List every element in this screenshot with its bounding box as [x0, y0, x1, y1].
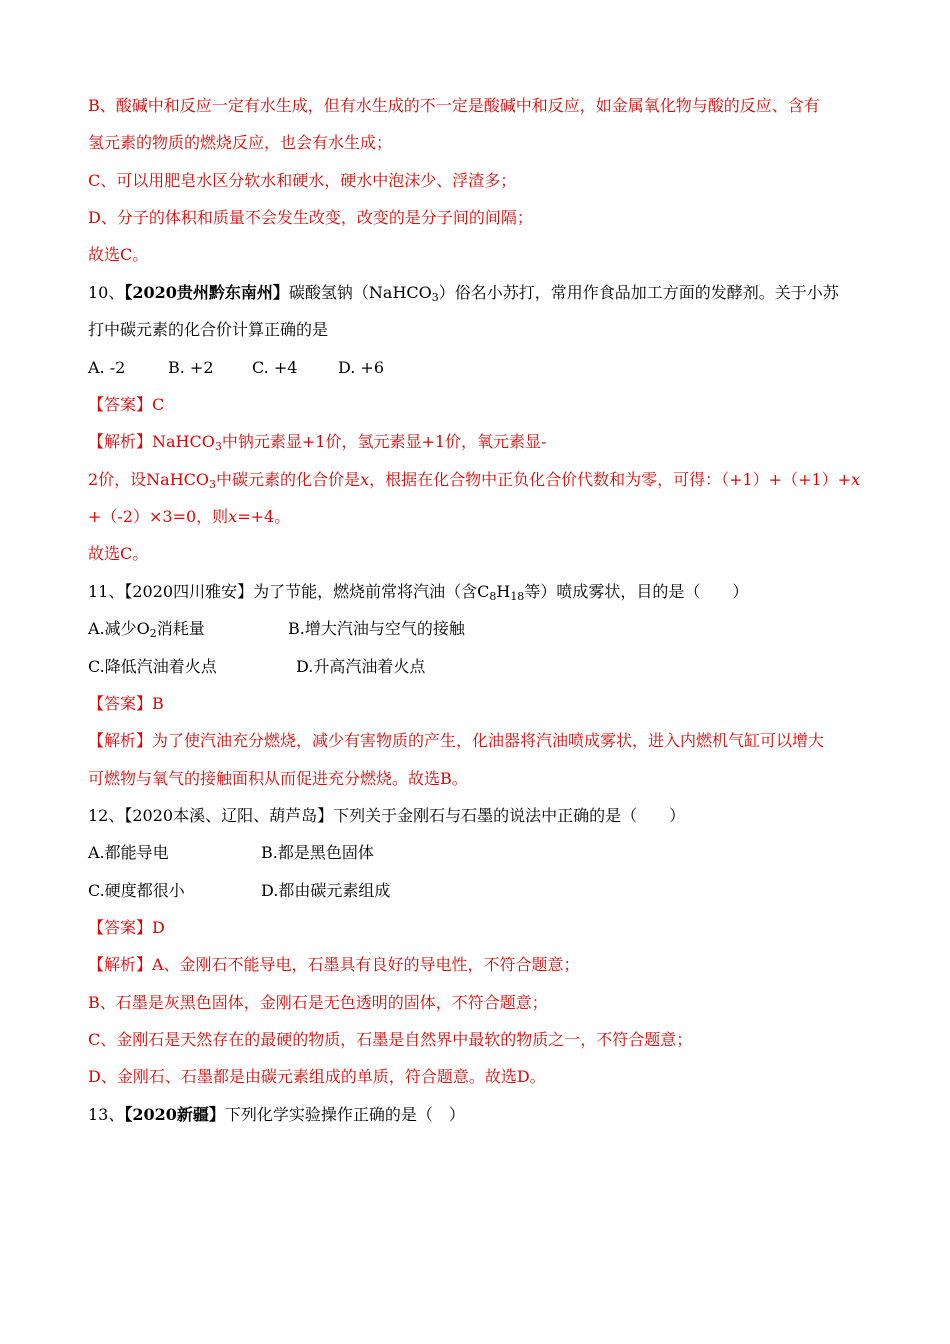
- q9-option-c-explanation: C、可以用肥皂水区分软水和硬水，硬水中泡沫少、浮渣多；: [88, 171, 517, 190]
- q10-variable-x: x: [851, 470, 861, 489]
- q10-stem-text-b: ）俗名小苏打，常用作食品加工方面的发酵剂。关于小苏: [438, 283, 839, 302]
- q10-number: 10、: [88, 283, 125, 302]
- q10-stem-text-a: 碳酸氢钠（NaHCO: [288, 283, 432, 302]
- q10-explanation-label: 【解析】: [88, 432, 153, 451]
- q12-explanation-b: B、石墨是灰黑色固体，金刚石是无色透明的固体，不符合题意；: [88, 993, 548, 1012]
- q13-stem: [88, 1104, 465, 1126]
- q10-explanation-l2-c: ，根据在化合物中正负化合价代数和为零，可得：（+1）+（+1）+: [369, 470, 852, 489]
- q10-explanation-l3-a: +（-2）×3=0，则: [88, 507, 229, 526]
- q10-source: 【2020贵州黔东南州】: [124, 283, 289, 302]
- q10-explanation-l2-subscript: 3: [209, 478, 217, 491]
- q11-options-row1: [88, 618, 465, 640]
- q10-stem: [88, 282, 839, 304]
- q10-option-a: A. -2: [88, 358, 126, 377]
- q11-subscript-18: 18: [510, 590, 525, 603]
- q11-answer: 【答案】B: [88, 694, 164, 713]
- q12-explanation-a: 【解析】A、金刚石不能导电，石墨具有良好的导电性，不符合题意；: [88, 955, 580, 974]
- q10-explanation-line1: [88, 431, 546, 453]
- q10-explanation-subscript: 3: [214, 440, 222, 453]
- q12-option-a: A.都能导电: [88, 843, 169, 862]
- q10-stem-line2: 打中碳元素的化合价计算正确的是: [88, 320, 329, 339]
- q10-option-c: C. +4: [252, 358, 298, 377]
- q10-explanation-l3-b: =+4。: [237, 507, 291, 526]
- q11-subscript-8: 8: [489, 590, 497, 603]
- q9-option-d-explanation: D、分子的体积和质量不会发生改变，改变的是分子间的间隔；: [88, 208, 533, 227]
- q11-explanation-line2: 可燃物与氧气的接触面积从而促进充分燃烧。故选B。: [88, 769, 468, 788]
- q9-conclusion: 故选C。: [88, 245, 149, 264]
- q9-option-b-explanation-line2: 氢元素的物质的燃烧反应，也会有水生成；: [88, 133, 393, 152]
- q12-options-row2: [88, 880, 390, 902]
- q10-variable-x: x: [228, 507, 238, 526]
- q12-explanation-d: D、金刚石、石墨都是由碳元素组成的单质，符合题意。故选D。: [88, 1067, 546, 1086]
- q11-stem-a: 为了节能，燃烧前常将汽油（含C: [253, 582, 490, 601]
- q11-stem-b: H: [496, 582, 511, 601]
- q12-stem-text: 下列关于金刚石与石墨的说法中正确的是（ ）: [333, 806, 686, 825]
- q12-option-d: D.都由碳元素组成: [261, 881, 391, 900]
- q12-explanation-c: C、金刚石是天然存在的最硬的物质，石墨是自然界中最软的物质之一，不符合题意；: [88, 1030, 693, 1049]
- q12-options-row1: [88, 842, 374, 864]
- q11-options-row2: [88, 656, 425, 678]
- q9-option-b-explanation-line1: B、酸碱中和反应一定有水生成，但有水生成的不一定是酸碱中和反应，如金属氧化物与酸的反应、含有: [88, 96, 820, 115]
- q10-option-d: D. +6: [338, 358, 385, 377]
- q10-explanation-l2-a: 2价，设NaHCO: [88, 470, 210, 489]
- q12-source: 【2020本溪、辽阳、葫芦岛】: [124, 806, 334, 825]
- q10-variable-x: x: [360, 470, 370, 489]
- q11-explanation-line1: 【解析】为了使汽油充分燃烧，减少有害物质的产生，化油器将汽油喷成雾状，进入内燃机气缸可以增大: [88, 731, 825, 750]
- q11-option-b: B.增大汽油与空气的接触: [288, 619, 465, 638]
- q13-source: 【2020新疆】: [124, 1105, 225, 1124]
- q11-stem-c: 等）喷成雾状，目的是（ ）: [524, 582, 749, 601]
- q11-option-c: C.降低汽油着火点: [88, 657, 217, 676]
- q10-stem-subscript: 3: [431, 291, 439, 304]
- q11-option-d: D.升高汽油着火点: [296, 657, 426, 676]
- q10-conclusion: 故选C。: [88, 544, 149, 563]
- q12-answer: 【答案】D: [88, 918, 165, 937]
- q10-explanation-line3: [88, 506, 290, 528]
- q10-explanation-text: 中钠元素显+1价，氢元素显+1价，氧元素显-: [221, 432, 547, 451]
- q11-stem: [88, 581, 748, 603]
- q13-number: 13、: [88, 1105, 125, 1124]
- q10-explanation-l2-b: 中碳元素的化合价是: [216, 470, 361, 489]
- q10-option-b: B. +2: [168, 358, 214, 377]
- q10-answer: 【答案】C: [88, 395, 165, 414]
- q12-option-c: C.硬度都很小: [88, 881, 185, 900]
- q12-stem: [88, 805, 685, 827]
- q11-number: 11、: [88, 582, 125, 601]
- q12-option-b: B.都是黑色固体: [261, 843, 374, 862]
- q10-options: [88, 357, 384, 379]
- q11-option-a: A.减少$O_2$消耗量: [88, 619, 205, 640]
- q12-number: 12、: [88, 806, 125, 825]
- q10-explanation-line2: [88, 469, 860, 491]
- q10-explanation-formula: NaHCO: [152, 432, 215, 451]
- q13-stem-text: 下列化学实验操作正确的是（ ）: [224, 1105, 465, 1124]
- q11-source: 【2020四川雅安】: [124, 582, 254, 601]
